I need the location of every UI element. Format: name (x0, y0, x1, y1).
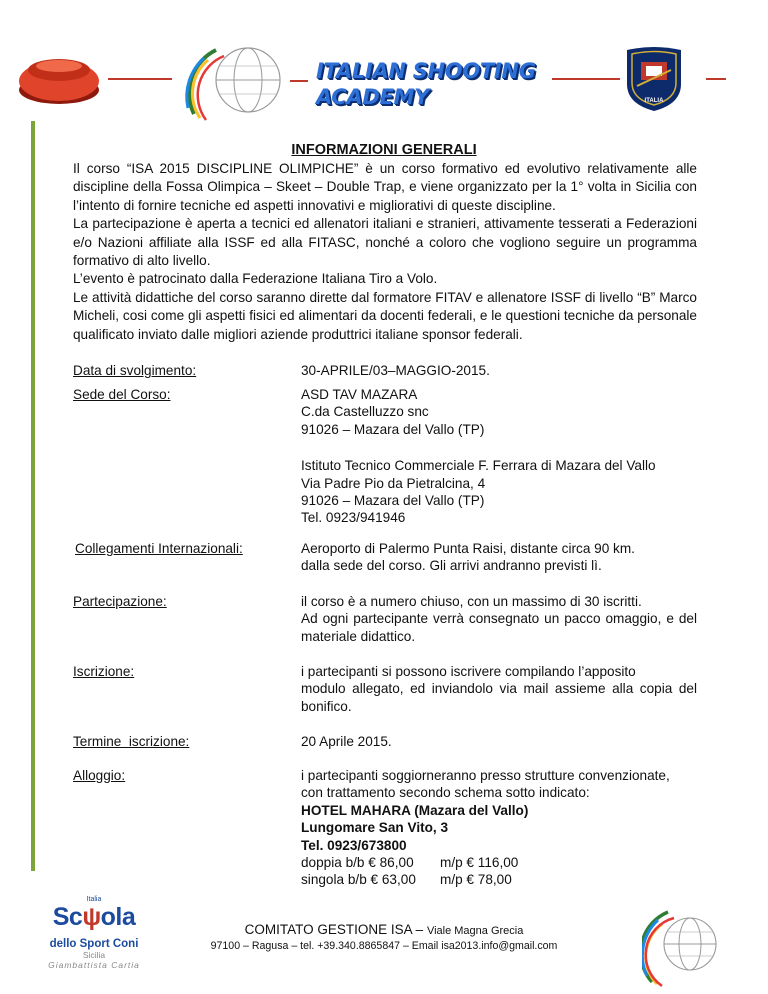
detail-value-line: C.da Castelluzzo snc (301, 404, 429, 420)
hotel-tel: Tel. 0923/673800 (301, 837, 407, 853)
header-rule-right (552, 78, 620, 80)
badge-text: ITALIA (644, 98, 664, 104)
price-row (301, 854, 697, 871)
header-rule-mid (290, 80, 308, 82)
header-rule-far-right (706, 78, 726, 80)
detail-value-line: Ad ogni partecipante verrà consegnato un pacco omaggio, e del materiale didattico. (301, 611, 697, 644)
detail-value-line: i partecipanti soggiorneranno presso strutture convenzionate, (301, 768, 670, 783)
detail-value-line: i partecipanti si possono iscrivere compilando l’apposito (301, 664, 636, 679)
detail-label: Termine iscrizione: (73, 734, 190, 749)
detail-label: Collegamenti Internazionali: (75, 541, 243, 556)
fitav-badge (623, 44, 685, 112)
olympic-torch-icon: ψ (82, 903, 101, 931)
price-row (301, 871, 697, 888)
intro-paragraph: L’evento è patrocinato dalla Federazione Italiana Tiro a Volo. (73, 271, 438, 287)
left-accent-bar (31, 121, 35, 871)
detail-value-line: 91026 – Mazara del Vallo (TP) (301, 421, 485, 437)
detail-value-line: Tel. 0923/941946 (301, 510, 406, 526)
scuola-region: Sicilia (82, 950, 106, 960)
price-mp: m/p € 116,00 (440, 855, 519, 871)
detail-value-line: con trattamento secondo schema sotto indicato: (301, 785, 590, 801)
intro-text (73, 160, 697, 344)
footer-street: Viale Magna Grecia (426, 925, 524, 937)
isa-globe-logo (178, 38, 298, 122)
detail-value-line: Via Padre Pio da Pietralcina, 4 (301, 475, 486, 491)
academy-title-line1: ITALIAN SHOOTING (316, 59, 536, 83)
detail-label: Sede del Corso: (73, 387, 171, 402)
detail-label: Data di svolgimento: (73, 363, 197, 378)
scuola-wordmark-b: ola (100, 903, 136, 931)
footer-contact: 97100 – Ragusa – tel. +39.340.8865847 – Email isa2013.info@gmail.com (210, 940, 558, 952)
scuola-sub: dello Sport Coni (49, 938, 139, 950)
intro-paragraph: Le attività didattiche del corso saranno dirette dal formatore FITAV e allenatore ISSF di livello “B” Marco Micheli, cosi come gli aspetti fisici ed alimentari da docenti federali, e le questioni tecniche da personale qualificato inviato dalle migliori aziende produttrici italiane sponsor federali. (73, 289, 697, 342)
detail-value-line: Istituto Tecnico Commerciale F. Ferrara di Mazara del Vallo (301, 458, 656, 474)
clay-target-logo (14, 48, 104, 108)
detail-value: 30-APRILE/03–MAGGIO-2015. (301, 363, 490, 378)
detail-value-line: 91026 – Mazara del Vallo (TP) (301, 493, 485, 509)
hotel-name: HOTEL MAHARA (Mazara del Vallo) (301, 802, 529, 818)
footer-org-name: COMITATO GESTIONE ISA – (244, 922, 424, 937)
scuola-italia: Italia (86, 896, 102, 903)
detail-value-line: Aeroporto di Palermo Punta Raisi, distante circa 90 km. (301, 541, 635, 556)
detail-label: Alloggio: (73, 768, 126, 783)
hotel-address: Lungomare San Vito, 3 (301, 820, 449, 836)
academy-title (316, 58, 536, 110)
detail-value-line: ASD TAV MAZARA (301, 387, 418, 402)
intro-paragraph: La partecipazione è aperta a tecnici ed allenatori italiani e stranieri, attivamente tesserati a Federazioni e/o Nazioni affiliate alla ISSF ed alla FITASC, nonché a coloro che vogliono seguire un programma formativo di alto livello. (73, 216, 697, 269)
intro-paragraph: Il corso “ISA 2015 DISCIPLINE OLIMPICHE” è un corso formativo ed evolutivo relativamente alle discipline della Fossa Olimpica – Skeet – Double Trap, e viene organizzato per la 1° volta in Sicilia con l’intento di fornire tecniche ed aspetti innovativi e migliorativi di queste discipline. (73, 161, 697, 213)
price-room: singola b/b € 63,00 (301, 872, 416, 888)
price-room: doppia b/b € 86,00 (301, 855, 414, 871)
price-mp: m/p € 78,00 (440, 872, 512, 888)
section-title: INFORMAZIONI GENERALI (291, 142, 477, 158)
detail-value: 20 Aprile 2015. (301, 734, 392, 749)
detail-value-line: modulo allegato, ed inviandolo via mail assieme alla copia del bonifico. (301, 681, 697, 714)
detail-value-line: dalla sede del corso. Gli arrivi andranno previsti lì. (301, 558, 602, 574)
scuola-person: Giambattista Cartia (48, 960, 140, 970)
isa-globe-logo-small (642, 892, 722, 988)
detail-label: Partecipazione: (73, 594, 167, 609)
detail-label: Iscrizione: (73, 664, 135, 679)
scuola-wordmark-a: Sc (52, 903, 83, 931)
header-rule-left (108, 78, 172, 80)
academy-title-line2: ACADEMY (316, 85, 430, 109)
detail-value-line: il corso è a numero chiuso, con un massimo di 30 iscritti. (301, 594, 642, 609)
